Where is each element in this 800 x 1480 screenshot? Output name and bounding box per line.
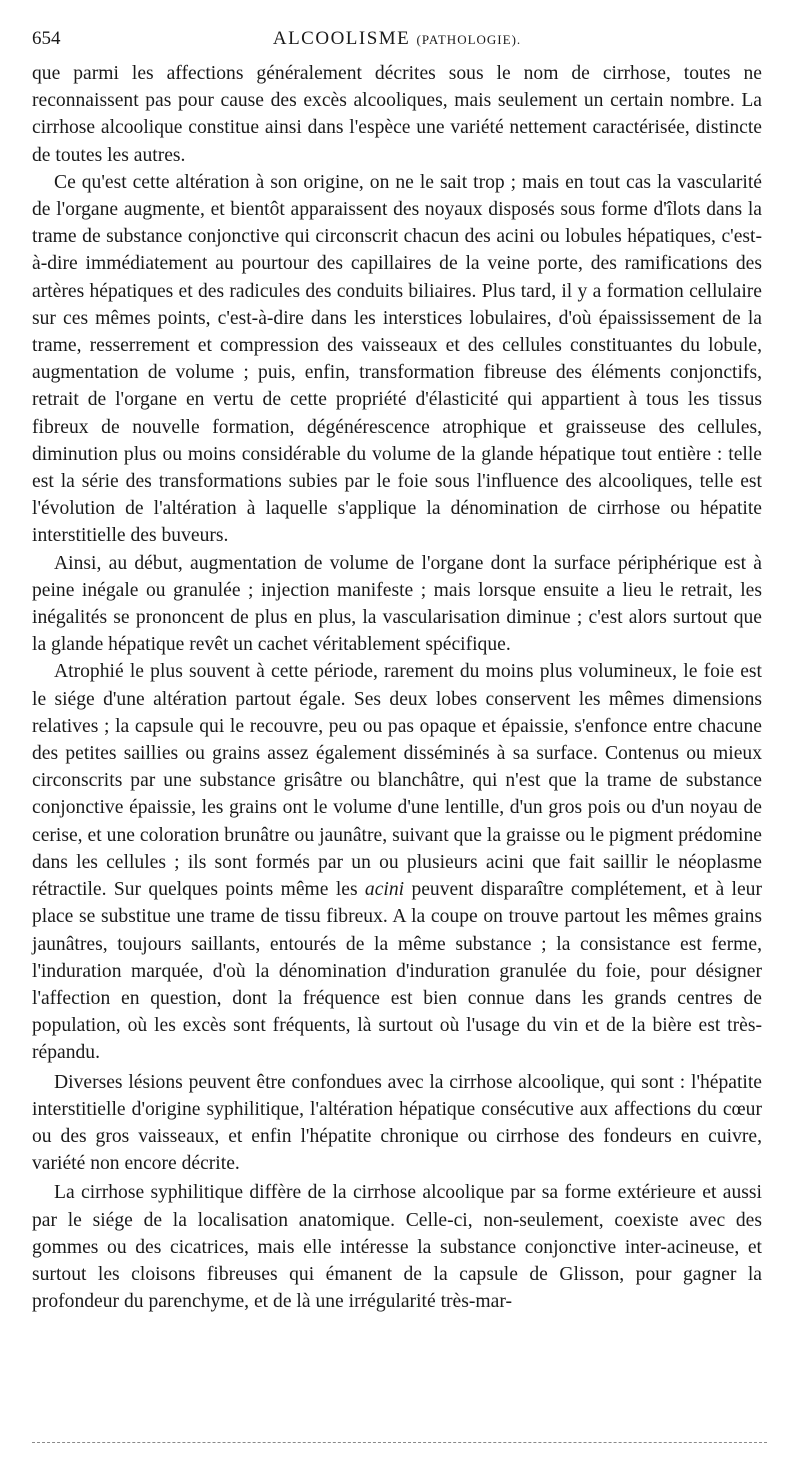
running-title-subtitle: (PATHOLOGIE). [416,32,522,47]
paragraph-4-tail: peuvent disparaître complétement, et à leur place se substitue une trame de tissu fibreux. A la coupe on trouve partout les mêmes grains jaunâtres, toujours saillants, entourés de la même substance ; la consistance est ferme, l'induration marquée, d'où la dénomination d'induration granulée du foie, pour désigner l'affection en question, dont la fréquence est bien connue dans les grands centres de population, où les excès sont fréquents, là surtout où l'usage du vin et de la bière est très-répandu. [32,879,763,1064]
body-text [32,60,762,1315]
paragraph-3: Ainsi, au début, augmentation de volume de l'organe dont la surface périphérique est à peine inégale ou granulée ; injection manifeste ; mais lorsque ensuite a lieu le retrait, les inégalités se prononcent de plus en plus, la vascularisation diminue ; c'est alors surtout que la glande hépatique revêt un cachet véritablement spécifique. [32,552,762,656]
paragraph-4 [32,658,762,1066]
running-title [32,28,762,50]
paragraph-2: Ce qu'est cette altération à son origine, on ne le sait trop ; mais en tout cas la vascularité de l'organe augmente, et bientôt apparaissent des noyaux disposés sous forme d'îlots dans la trame de substance conjonctive qui circonscrit chacun des acini ou lobules hépatiques, c'est-à-dire immédiatement au pourtour des capillaires de la veine porte, des ramifications des artères hépatiques et des radicules des conduits biliaires. Plus tard, il y a formation cellulaire sur ces mêmes points, c'est-à-dire dans les interstices lobulaires, d'où épaississement de la trame, resserrement et compression des vaisseaux et des cellules constituantes du lobule, augmentation de volume ; puis, enfin, transformation fibreuse des éléments conjonctifs, retrait de l'organe en vertu de cette propriété d'élasticité qui appartient à tous les tissus fibreux de nouvelle formation, dégénérescence atrophique et graisseuse des cellules, diminution plus ou moins considérable du volume de la glande hépatique tout entière : telle est la série des transformations subies par le foie sous l'influence des alcooliques, telle est l'évolution de l'altération à laquelle s'applique la dénomination de cirrhose ou hépatite interstitielle des buveurs. [32,171,762,547]
paragraph-5: Diverses lésions peuvent être confondues avec la cirrhose alcoolique, qui sont : l'hépatite interstitielle d'origine syphilitique, l'altération hépatique consécutive aux affections du cœur ou des gros vaisseaux, et enfin l'hépatite chronique ou cirrhose des fondeurs en cuivre, variété non encore décrite. [32,1071,762,1175]
page-number: 654 [32,28,61,49]
footer-dashed-rule [32,1442,767,1443]
paragraph-6: La cirrhose syphilitique diffère de la cirrhose alcoolique par sa forme extérieure et aussi par le siége de la localisation anatomique. Celle-ci, non-seulement, coexiste avec des gommes ou des cicatrices, mais elle intéresse la substance conjonctive inter-acineuse, et surtout les cloisons fibreuses qui émanent de la capsule de Glisson, pour gagner la profondeur du parenchyme, et de là une irrégularité très-mar- [32,1182,762,1313]
running-head [32,22,762,56]
paragraph-4-text: Atrophié le plus souvent à cette période, rarement du moins plus volumineux, le foie est le siége d'une altération partout égale. Ses deux lobes conservent les mêmes dimensions relatives ; la capsule qui le recouvre, peu ou pas opaque et épaissie, s'enfonce entre chacune des petites saillies ou grains assez également disséminés à sa surface. Contenus ou mieux circonscrits par une substance grisâtre ou blanchâtre, qui n'est que la trame de substance conjonctive épaissie, les grains ont le volume d'une lentille, d'un gros pois ou d'un noyau de cerise, et une coloration brunâtre ou jaunâtre, suivant que la graisse ou le pigment prédomine dans les cellules ; ils sont formés par un ou plusieurs acini que fait saillir le néoplasme rétractile. Sur quelques points même les [32,661,762,901]
running-title-main: ALCOOLISME [272,28,411,49]
book-page [32,22,762,1315]
paragraph-1: que parmi les affections généralement décrites sous le nom de cirrhose, toutes ne reconnaissent pas pour cause des excès alcooliques, mais seulement un certain nombre. La cirrhose alcoolique constitue ainsi dans l'espèce une variété nettement caractérisée, distincte de toutes les autres. [32,63,762,166]
paragraph-4-italic-term: acini [364,879,405,901]
